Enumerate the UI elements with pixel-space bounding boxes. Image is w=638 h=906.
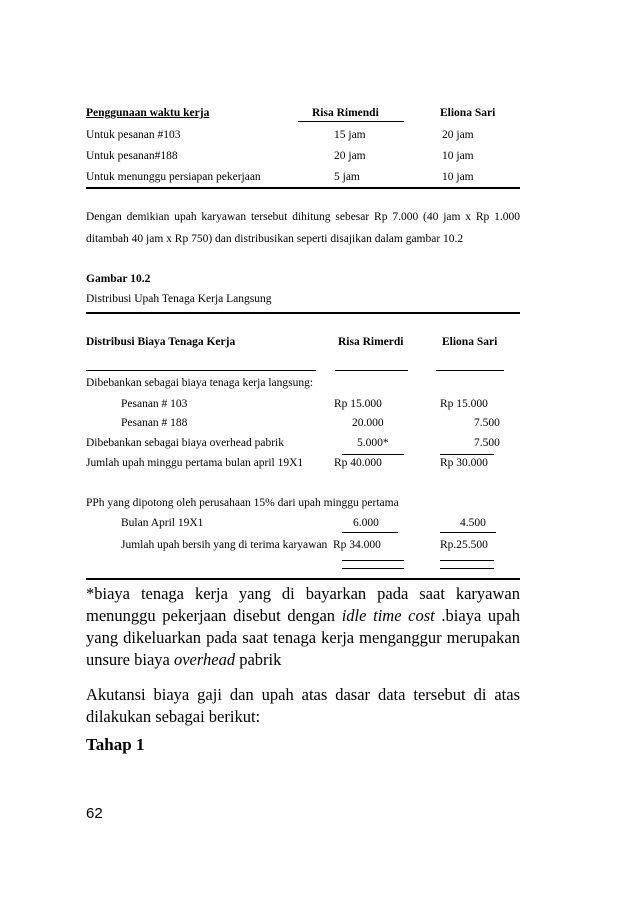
dist-jumlah-upah-eliona: Rp 30.000 (440, 457, 488, 469)
dist-pesanan-103-label: Pesanan # 103 (121, 398, 188, 410)
usage-header-label: Penggunaan waktu kerja (86, 107, 210, 119)
usage-row-103-risa: 15 jam (334, 129, 366, 141)
dist-overhead-eliona: 7.500 (474, 437, 500, 449)
usage-header-eliona: Eliona Sari (440, 107, 496, 119)
section-heading: Tahap 1 (86, 735, 145, 754)
intro-paragraph: Dengan demikian upah karyawan tersebut dihitung sebesar Rp 7.000 (40 jam x Rp 1.000 ditambah 40 jam x Rp 750) dan distribusikan seperti disajikan dalam gambar 10.2 (86, 211, 520, 245)
dist-header-risa: Risa Rimerdi (338, 336, 404, 348)
dist-overhead-rule-risa (342, 454, 404, 455)
dist-header-rule-eliona (436, 370, 504, 371)
distribution-table-bottom-rule (86, 578, 520, 580)
figure-label: Gambar 10.2 (86, 273, 151, 285)
footnote-overhead: overhead (173, 650, 236, 669)
dist-jumlah-bersih-eliona: Rp.25.500 (440, 539, 488, 551)
figure-title: Distribusi Upah Tenaga Kerja Langsung (86, 293, 272, 305)
dist-header-eliona: Eliona Sari (442, 336, 498, 348)
dist-total-double-rule-risa-1 (342, 560, 404, 561)
dist-bulan-april-risa: 6.000 (353, 517, 379, 529)
usage-row-188-risa: 20 jam (334, 150, 366, 162)
dist-jumlah-bersih-risa: Rp 34.000 (333, 539, 381, 551)
usage-row-103-label: Untuk pesanan #103 (86, 129, 181, 141)
dist-total-double-rule-eliona-1 (440, 560, 494, 561)
dist-jumlah-upah-risa: Rp 40.000 (334, 457, 382, 469)
dist-overhead-risa: 5.000* (357, 437, 389, 449)
dist-bulan-april-label: Bulan April 19X1 (121, 517, 204, 529)
dist-bulan-april-rule-risa (342, 532, 398, 533)
page-number: 62 (86, 805, 103, 822)
dist-header-rule-risa (335, 370, 408, 371)
dist-total-double-rule-eliona-2 (440, 568, 494, 569)
accounting-paragraph: Akutansi biaya gaji dan upah atas dasar data tersebut di atas dilakukan sebagai berikut: (86, 685, 520, 726)
usage-row-103-eliona: 20 jam (442, 129, 474, 141)
dist-header-label: Distribusi Biaya Tenaga Kerja (86, 336, 236, 348)
dist-pesanan-103-risa: Rp 15.000 (334, 398, 382, 410)
usage-row-wait-risa: 5 jam (334, 171, 360, 183)
usage-header-risa: Risa Rimendi (312, 107, 379, 119)
dist-dibebankan-langsung: Dibebankan sebagai biaya tenaga kerja langsung: (86, 377, 314, 389)
dist-jumlah-upah-label: Jumlah upah minggu pertama bulan april 19X1 (86, 457, 304, 469)
footnote-text-2: .biaya upah yang dikeluarkan pada saat tenaga kerja menganggur merupakan unsure biaya (86, 606, 521, 669)
footnote-idle-time-cost: idle time cost (341, 606, 435, 625)
dist-overhead-label: Dibebankan sebagai biaya overhead pabrik (86, 437, 284, 449)
footnote-text-3: pabrik (235, 650, 282, 669)
footnote-text-1: *biaya tenaga kerja yang di bayarkan pada saat karyawan menunggu pekerjaan disebut dengan (86, 584, 520, 625)
usage-table-bottom-rule (86, 187, 520, 189)
dist-total-double-rule-risa-2 (342, 568, 404, 569)
dist-header-rule-label (86, 370, 316, 371)
figure-top-rule (86, 312, 520, 314)
dist-bulan-april-eliona: 4.500 (460, 517, 486, 529)
dist-pesanan-188-risa: 20.000 (352, 417, 384, 429)
usage-row-188-label: Untuk pesanan#188 (86, 150, 178, 162)
dist-pesanan-103-eliona: Rp 15.000 (440, 398, 488, 410)
dist-pesanan-188-label: Pesanan # 188 (121, 417, 188, 429)
usage-row-wait-eliona: 10 jam (442, 171, 474, 183)
usage-row-188-eliona: 10 jam (442, 150, 474, 162)
usage-header-risa-underline (298, 121, 404, 122)
usage-row-wait-label: Untuk menunggu persiapan pekerjaan (86, 171, 261, 183)
dist-pph-label: PPh yang dipotong oleh perusahaan 15% dari upah minggu pertama (86, 497, 399, 509)
dist-overhead-rule-eliona (440, 454, 494, 455)
dist-pesanan-188-eliona: 7.500 (474, 417, 500, 429)
footnote-paragraph (86, 583, 520, 671)
dist-jumlah-bersih-label: Jumlah upah bersih yang di terima karyawan (121, 539, 328, 551)
dist-bulan-april-rule-eliona (440, 532, 496, 533)
